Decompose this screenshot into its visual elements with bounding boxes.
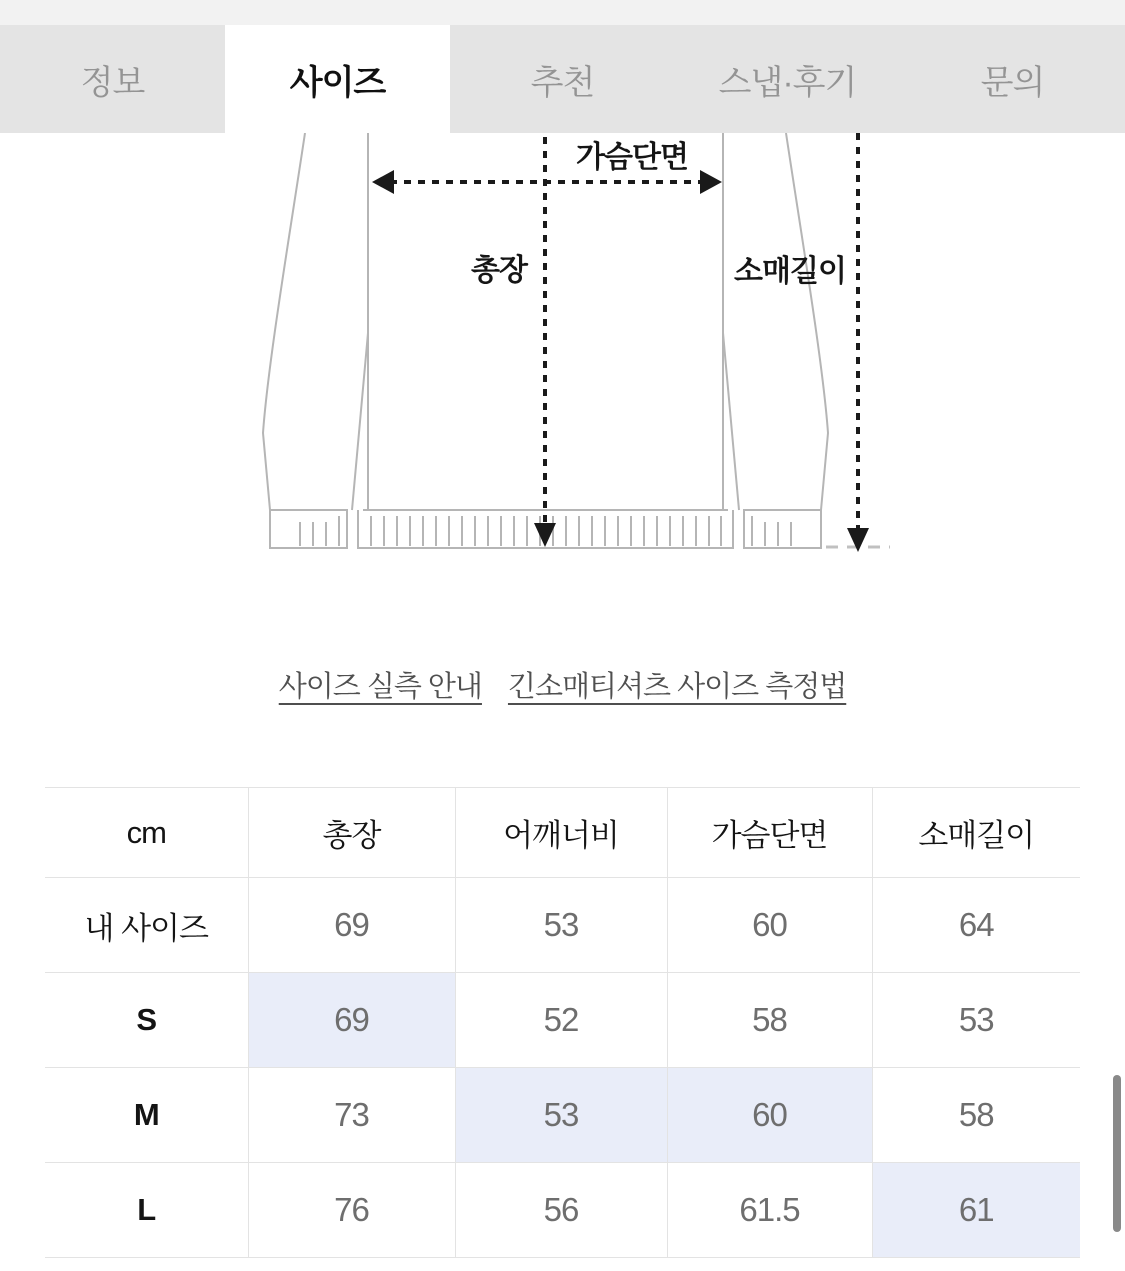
- size-measure-guide-link[interactable]: 사이즈 실측 안내: [278, 671, 482, 703]
- table-row: [45, 878, 1080, 973]
- size-row-label: M: [45, 1068, 248, 1163]
- total-length-label: 총장: [471, 254, 527, 287]
- size-value-cell: 60: [667, 878, 872, 973]
- size-value-cell: 64: [872, 878, 1080, 973]
- measurement-lines: [390, 133, 858, 528]
- garment-diagram: [230, 133, 890, 563]
- tab-bar: [0, 25, 1125, 133]
- column-header: 소매길이: [872, 788, 1080, 878]
- size-value-cell: 58: [667, 973, 872, 1068]
- tab-info[interactable]: 정보: [80, 63, 145, 102]
- size-guide-links: [0, 664, 1125, 705]
- column-header: 총장: [248, 788, 455, 878]
- size-value-cell: 53: [455, 1068, 667, 1163]
- size-value-cell: 52: [455, 973, 667, 1068]
- size-value-cell: 76: [248, 1163, 455, 1258]
- size-value-cell: 53: [872, 973, 1080, 1068]
- size-table-body: [45, 878, 1080, 1258]
- column-header: cm: [45, 788, 248, 878]
- chest-arrow-right-icon: [700, 170, 722, 194]
- size-value-cell: 56: [455, 1163, 667, 1258]
- size-table-header-row: [45, 788, 1080, 878]
- size-value-cell: 53: [455, 878, 667, 973]
- size-value-cell: 61.5: [667, 1163, 872, 1258]
- tab-inquiry[interactable]: 문의: [980, 63, 1045, 102]
- size-value-cell: 58: [872, 1068, 1080, 1163]
- chest-arrow-left-icon: [372, 170, 394, 194]
- size-value-cell: 69: [248, 878, 455, 973]
- size-row-label: 내 사이즈: [45, 878, 248, 973]
- sleeve-length-label: 소매길이: [734, 255, 846, 288]
- tab-snap-review[interactable]: 스냅·후기: [718, 63, 857, 102]
- long-sleeve-tshirt-drawing: [230, 133, 890, 563]
- size-value-cell: 69: [248, 973, 455, 1068]
- arrowheads: [372, 170, 869, 552]
- vertical-scrollbar-thumb[interactable]: [1113, 1075, 1121, 1232]
- table-row: [45, 1068, 1080, 1163]
- how-to-measure-link[interactable]: 긴소매티셔츠 사이즈 측정법: [507, 671, 847, 703]
- size-table: [45, 787, 1080, 1258]
- page-top-strip: [0, 0, 1125, 25]
- size-value-cell: 73: [248, 1068, 455, 1163]
- tab-recommend[interactable]: 추천: [530, 63, 595, 102]
- tab-size[interactable]: 사이즈: [225, 25, 450, 133]
- size-row-label: S: [45, 973, 248, 1068]
- size-value-cell: 60: [667, 1068, 872, 1163]
- table-row: [45, 1163, 1080, 1258]
- size-value-cell: 61: [872, 1163, 1080, 1258]
- column-header: 가슴단면: [667, 788, 872, 878]
- size-row-label: L: [45, 1163, 248, 1258]
- chest-width-label: 가슴단면: [576, 141, 688, 174]
- column-header: 어깨너비: [455, 788, 667, 878]
- table-row: [45, 973, 1080, 1068]
